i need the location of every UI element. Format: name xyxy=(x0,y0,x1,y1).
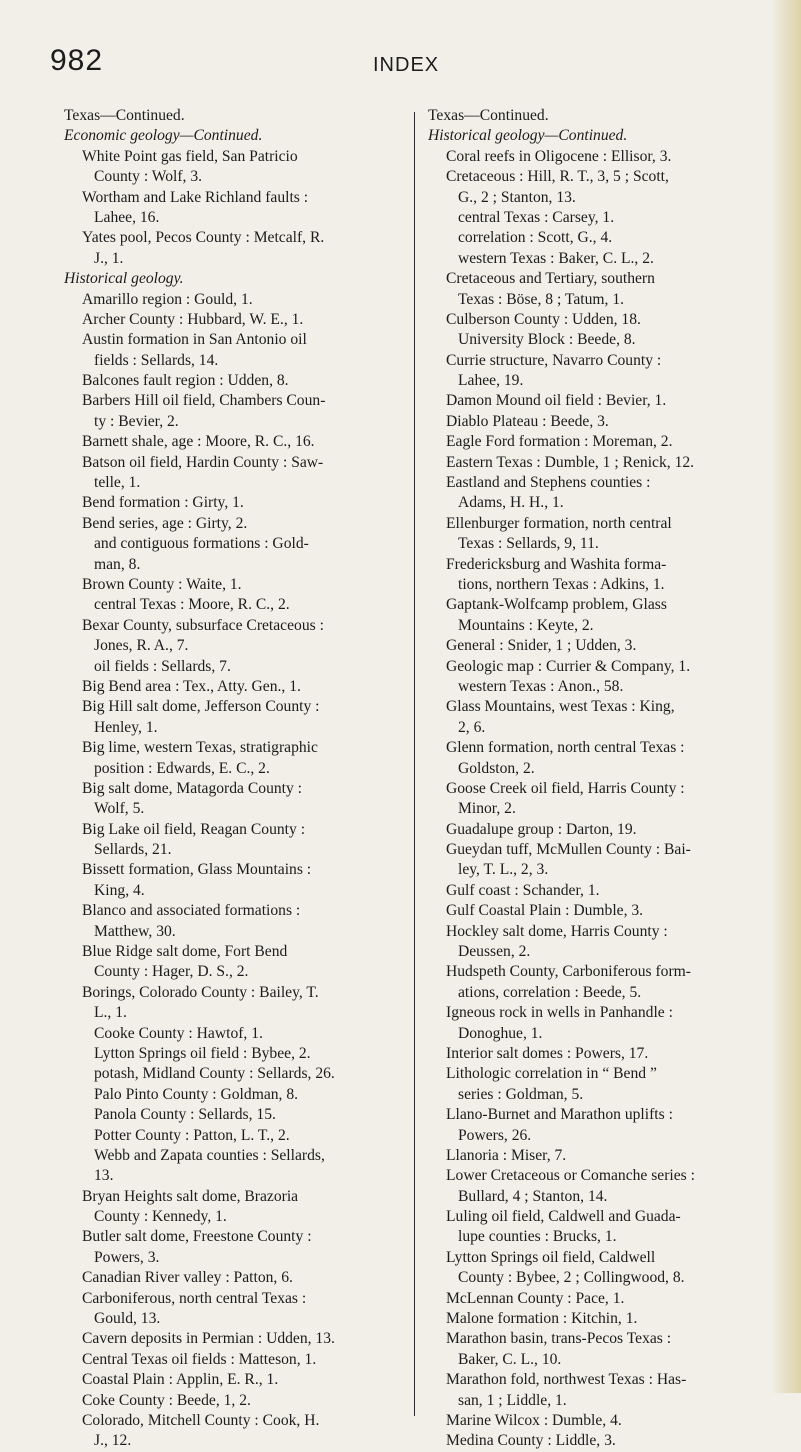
index-entry-line: Eagle Ford formation : Moreman, 2. xyxy=(446,433,673,451)
index-entry-line: Deussen, 2. xyxy=(458,943,531,961)
index-entry-line: Eastern Texas : Dumble, 1 ; Renick, 12. xyxy=(446,453,695,471)
index-entry-line: Baker, C. L., 10. xyxy=(458,1350,562,1368)
index-entry-line: Powers, 3. xyxy=(94,1248,160,1266)
index-column-left xyxy=(64,106,410,1452)
index-entry-line: Goldston, 2. xyxy=(458,759,535,777)
index-entry-line: Big lime, western Texas, stratigraphic xyxy=(82,739,318,757)
index-entry-line: Powers, 26. xyxy=(458,1126,532,1144)
index-entry-line: Damon Mound oil field : Bevier, 1. xyxy=(446,392,667,410)
index-entry-line: G., 2 ; Stanton, 13. xyxy=(458,188,576,206)
index-entry-line: Batson oil field, Hardin County : Saw- xyxy=(82,453,324,471)
index-entry-line: Brown County : Waite, 1. xyxy=(82,575,242,593)
index-entry-line: County : Kennedy, 1. xyxy=(94,1208,227,1226)
index-entry-line: Hudspeth County, Carboniferous form- xyxy=(446,963,691,981)
index-entry-line: Big salt dome, Matagorda County : xyxy=(82,779,303,797)
index-column-right xyxy=(428,106,752,1452)
index-entry-line: Cooke County : Hawtof, 1. xyxy=(94,1024,263,1042)
index-entry-line: lupe counties : Brucks, 1. xyxy=(458,1228,617,1246)
index-entry-line: Amarillo region : Gould, 1. xyxy=(82,290,253,308)
index-entry-line: san, 1 ; Liddle, 1. xyxy=(458,1391,567,1409)
index-entry-line: Big Lake oil field, Reagan County : xyxy=(82,820,306,838)
index-entry-line: University Block : Beede, 8. xyxy=(458,331,636,349)
index-entry-line: Palo Pinto County : Goldman, 8. xyxy=(94,1085,299,1103)
index-entry-line: Malone formation : Kitchin, 1. xyxy=(446,1310,638,1328)
page-edge-shading xyxy=(771,0,801,1393)
index-entry-line: Bullard, 4 ; Stanton, 14. xyxy=(458,1187,608,1205)
index-entry-line: Guadalupe group : Darton, 19. xyxy=(446,820,637,838)
index-entry-line: Yates pool, Pecos County : Metcalf, R. xyxy=(82,229,325,247)
index-entry-line: Gueydan tuff, McMullen County : Bai- xyxy=(446,841,691,859)
index-entry-line: Currie structure, Navarro County : xyxy=(446,351,662,369)
index-entry-line: Balcones fault region : Udden, 8. xyxy=(82,372,289,390)
index-entry-line: 2, 6. xyxy=(458,718,486,736)
index-entry-line: Gould, 13. xyxy=(94,1310,161,1328)
index-entry-line: McLennan County : Pace, 1. xyxy=(446,1289,625,1307)
index-entry-line: L., 1. xyxy=(94,1004,127,1022)
index-entry-line: Coral reefs in Oligocene : Ellisor, 3. xyxy=(446,147,672,165)
index-entry-line: Coke County : Beede, 1, 2. xyxy=(82,1391,251,1409)
index-entry-line: Medina County : Liddle, 3. xyxy=(446,1432,616,1450)
index-entry-line: ley, T. L., 2, 3. xyxy=(458,861,549,879)
index-entry-line: Adams, H. H., 1. xyxy=(458,494,564,512)
index-entry-line: Interior salt domes : Powers, 17. xyxy=(446,1044,649,1062)
index-entry-line: series : Goldman, 5. xyxy=(458,1085,584,1103)
index-entry-line: Texas : Sellards, 9, 11. xyxy=(458,535,599,553)
index-entry-line: Mountains : Keyte, 2. xyxy=(458,616,594,634)
index-entry-line: Gulf Coastal Plain : Dumble, 3. xyxy=(446,902,644,920)
index-entry-line: J., 12. xyxy=(94,1432,132,1450)
index-entry-line: and contiguous formations : Gold- xyxy=(94,535,309,553)
index-entry-line: Bend series, age : Girty, 2. xyxy=(82,514,248,532)
index-entry-line: King, 4. xyxy=(94,881,145,899)
index-heading: Historical geology. xyxy=(64,270,184,288)
index-entry-line: Geologic map : Currier & Company, 1. xyxy=(446,657,691,675)
index-entry-line: Matthew, 30. xyxy=(94,922,176,940)
index-entry-line: telle, 1. xyxy=(94,474,141,492)
index-entry-line: Central Texas oil fields : Matteson, 1. xyxy=(82,1350,317,1368)
index-entry-line: Potter County : Patton, L. T., 2. xyxy=(94,1126,290,1144)
index-entry-line: Hockley salt dome, Harris County : xyxy=(446,922,668,940)
index-entry-line: Lahee, 16. xyxy=(94,208,160,226)
index-entry-line: central Texas : Carsey, 1. xyxy=(458,208,615,226)
index-entry-line: Big Bend area : Tex., Atty. Gen., 1. xyxy=(82,677,301,695)
index-entry-line: Lytton Springs oil field : Bybee, 2. xyxy=(94,1044,311,1062)
index-entry-line: Glenn formation, north central Texas : xyxy=(446,739,685,757)
index-entry-line: J., 1. xyxy=(94,249,124,267)
index-entry-line: Wortham and Lake Richland faults : xyxy=(82,188,309,206)
index-entry-line: Barbers Hill oil field, Chambers Coun- xyxy=(82,392,326,410)
index-entry-line: Panola County : Sellards, 15. xyxy=(94,1106,276,1124)
index-entry-line: Igneous rock in wells in Panhandle : xyxy=(446,1004,673,1022)
index-heading: Economic geology—Continued. xyxy=(64,127,263,145)
index-entry-line: Marine Wilcox : Dumble, 4. xyxy=(446,1412,622,1429)
index-entry-line: Llano-Burnet and Marathon uplifts : xyxy=(446,1106,673,1124)
index-entry-line: Butler salt dome, Freestone County : xyxy=(82,1228,312,1246)
index-entry-line: potash, Midland County : Sellards, 26. xyxy=(94,1065,335,1083)
index-entry-line: Lithologic correlation in “ Bend ” xyxy=(446,1065,657,1083)
index-entry-line: Gaptank-Wolfcamp problem, Glass xyxy=(446,596,667,614)
index-entry-line: Carboniferous, north central Texas : xyxy=(82,1289,307,1307)
index-entry-line: Luling oil field, Caldwell and Guada- xyxy=(446,1208,681,1226)
index-entry-line: Barnett shale, age : Moore, R. C., 16. xyxy=(82,433,315,451)
index-entry-line: Lytton Springs oil field, Caldwell xyxy=(446,1248,656,1266)
index-entry-line: Goose Creek oil field, Harris County : xyxy=(446,779,685,797)
index-entry-line: Minor, 2. xyxy=(458,800,516,818)
index-entry-line: Bexar County, subsurface Cretaceous : xyxy=(82,616,324,634)
index-entry-line: Austin formation in San Antonio oil xyxy=(82,331,307,349)
index-entry-line: Borings, Colorado County : Bailey, T. xyxy=(82,983,319,1001)
index-entry-line: Fredericksburg and Washita forma- xyxy=(446,555,667,573)
index-entry-line: Ellenburger formation, north central xyxy=(446,514,672,532)
index-heading: Texas—Continued. xyxy=(64,107,185,124)
index-entry-line: Bryan Heights salt dome, Brazoria xyxy=(82,1187,299,1205)
index-entry-line: Diablo Plateau : Beede, 3. xyxy=(446,412,609,430)
index-entry-line: ty : Bevier, 2. xyxy=(94,412,179,430)
index-entry-line: Henley, 1. xyxy=(94,718,158,736)
index-entry-line: Coastal Plain : Applin, E. R., 1. xyxy=(82,1371,279,1389)
index-entry-line: correlation : Scott, G., 4. xyxy=(458,229,613,247)
index-entry-line: Lower Cretaceous or Comanche series : xyxy=(446,1167,695,1185)
index-entry-line: Blanco and associated formations : xyxy=(82,902,301,920)
index-entry-line: Wolf, 5. xyxy=(94,800,145,818)
index-heading: Texas—Continued. xyxy=(428,107,549,124)
index-entry-line: position : Edwards, E. C., 2. xyxy=(94,759,270,777)
index-entry-line: oil fields : Sellards, 7. xyxy=(94,657,231,675)
index-entry-line: County : Bybee, 2 ; Collingwood, 8. xyxy=(458,1269,685,1287)
index-entry-line: Archer County : Hubbard, W. E., 1. xyxy=(82,310,304,328)
index-entry-line: Marathon fold, northwest Texas : Has- xyxy=(446,1371,687,1389)
index-entry-line: Jones, R. A., 7. xyxy=(94,637,189,655)
index-entry-line: Glass Mountains, west Texas : King, xyxy=(446,698,675,716)
index-entry-line: Culberson County : Udden, 18. xyxy=(446,310,641,328)
index-entry-line: Texas : Böse, 8 ; Tatum, 1. xyxy=(458,290,625,308)
index-entry-line: General : Snider, 1 ; Udden, 3. xyxy=(446,637,637,655)
index-entry-line: tions, northern Texas : Adkins, 1. xyxy=(458,575,665,593)
running-head: INDEX xyxy=(373,54,440,76)
index-entry-line: Canadian River valley : Patton, 6. xyxy=(82,1269,293,1287)
index-entry-line: Lahee, 19. xyxy=(458,372,524,390)
index-entry-line: western Texas : Baker, C. L., 2. xyxy=(458,249,654,267)
index-entry-line: Llanoria : Miser, 7. xyxy=(446,1146,567,1164)
index-entry-line: western Texas : Anon., 58. xyxy=(458,677,624,695)
index-entry-line: Eastland and Stephens counties : xyxy=(446,474,651,492)
index-entry-line: Blue Ridge salt dome, Fort Bend xyxy=(82,943,288,961)
index-heading: Historical geology—Continued. xyxy=(428,127,628,145)
index-entry-line: Sellards, 21. xyxy=(94,841,172,859)
column-divider xyxy=(414,112,415,1416)
index-entry-line: Bend formation : Girty, 1. xyxy=(82,494,244,512)
index-entry-line: County : Wolf, 3. xyxy=(94,168,203,186)
index-entry-line: Webb and Zapata counties : Sellards, xyxy=(94,1146,325,1164)
index-entry-line: County : Hager, D. S., 2. xyxy=(94,963,249,981)
index-entry-line: White Point gas field, San Patricio xyxy=(82,147,298,165)
index-entry-line: Cretaceous and Tertiary, southern xyxy=(446,270,655,288)
index-entry-line: central Texas : Moore, R. C., 2. xyxy=(94,596,290,614)
index-entry-line: 13. xyxy=(94,1167,114,1185)
index-entry-line: Cavern deposits in Permian : Udden, 13. xyxy=(82,1330,335,1348)
index-entry-line: Gulf coast : Schander, 1. xyxy=(446,881,600,899)
page-number: 982 xyxy=(50,44,104,77)
index-entry-line: Marathon basin, trans-Pecos Texas : xyxy=(446,1330,672,1348)
index-entry-line: Donoghue, 1. xyxy=(458,1024,543,1042)
index-entry-line: fields : Sellards, 14. xyxy=(94,351,219,369)
index-entry-line: Cretaceous : Hill, R. T., 3, 5 ; Scott, xyxy=(446,168,669,186)
index-entry-line: Bissett formation, Glass Mountains : xyxy=(82,861,312,879)
index-entry-line: ations, correlation : Beede, 5. xyxy=(458,983,642,1001)
index-entry-line: Big Hill salt dome, Jefferson County : xyxy=(82,698,320,716)
index-entry-line: man, 8. xyxy=(94,555,141,573)
index-entry-line: Colorado, Mitchell County : Cook, H. xyxy=(82,1412,320,1429)
